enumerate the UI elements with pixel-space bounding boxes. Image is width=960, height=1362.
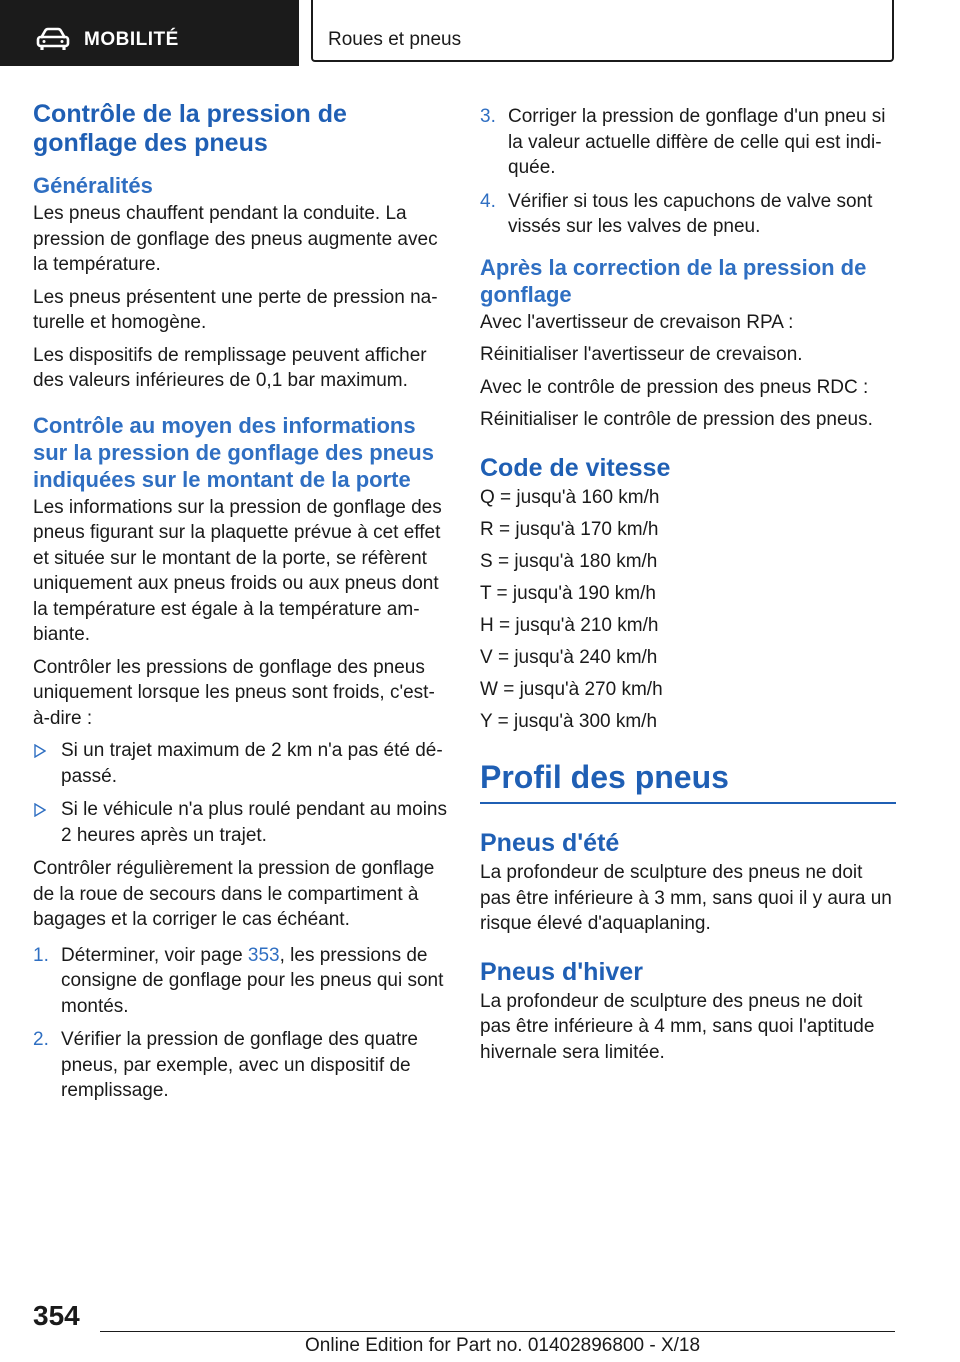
bullet-text: Si un trajet maximum de 2 km n'a pas été dépassé.	[61, 740, 443, 787]
speed-code-item: R = jusqu'à 170 km/h	[480, 518, 659, 540]
edition-note: Online Edition for Part no. 01402896800 - X/18	[305, 1335, 701, 1356]
summer-tyres-heading: Pneus d'été	[480, 829, 620, 857]
speed-code-item: Y = jusqu'à 300 km/h	[480, 710, 658, 732]
section-label: MOBILITÉ	[84, 29, 179, 50]
speed-code-item: W = jusqu'à 270 km/h	[480, 678, 663, 700]
check-paragraph-3: Contrôler régulièrement la pression de gonflage de la roue de secours dans le compartiment à bagages et la corriger le cas échéant.	[33, 858, 435, 930]
list-item	[480, 104, 896, 181]
step-number: 1.	[33, 944, 49, 966]
list-item	[33, 1027, 451, 1104]
footer-divider	[100, 1331, 895, 1332]
after-paragraph-1: Avec l'avertisseur de crevaison RPA :	[480, 311, 794, 333]
step-number: 4.	[480, 190, 496, 212]
chapter-tab	[311, 0, 894, 62]
list-item	[33, 738, 451, 789]
list-item	[33, 943, 451, 1020]
step-text: Vérifier la pression de gonflage des quatre pneus, par exemple, avec un dispositif de remplissage.	[61, 1029, 419, 1101]
summer-tyres-paragraph: La profondeur de sculpture des pneus ne doit pas être inférieure à 3 mm, sans quoi il y aura un risque élevé d'aquaplaning.	[480, 862, 892, 934]
winter-tyres-heading: Pneus d'hiver	[480, 957, 643, 986]
triangle-bullet-icon	[34, 803, 46, 817]
general-paragraph-3: Les dispositifs de remplissage peuvent afficher des valeurs inférieures de 0,1 bar maximum.	[33, 344, 427, 391]
right-column	[480, 104, 896, 1072]
check-paragraph-2: Contrôler les pressions de gonflage des pneus uniquement lorsque les pneus sont froids, c'est-à-dire :	[33, 656, 435, 729]
steps-list	[33, 943, 451, 1104]
page-header	[0, 0, 960, 66]
steps-list-continued	[480, 104, 896, 240]
list-item	[480, 189, 896, 240]
check-paragraph-1: Les informations sur la pression de gonflage des pneus figurant sur la plaquette prévue à cet effet et située sur le montant de la porte, se réfèrent uniquement aux pneus froids ou aux pneus dont la température est égale à la température ambiante.	[33, 496, 442, 645]
chapter-label: Roues et pneus	[328, 29, 462, 50]
condition-list	[33, 738, 451, 848]
step-number: 2.	[33, 1029, 49, 1050]
step-text: Vérifier si tous les capuchons de valve sont vissés sur les valves de pneu.	[508, 190, 873, 237]
after-paragraph-2: Réinitialiser l'avertisseur de crevaison.	[480, 344, 803, 365]
bullet-text: Si le véhicule n'a plus roulé pendant au moins 2 heures après un trajet.	[61, 799, 447, 846]
left-column	[33, 100, 451, 1112]
step-number: 3.	[480, 106, 496, 127]
step-text-before: Déterminer, voir page	[61, 944, 248, 966]
door-pillar-check-heading: Contrôle au moyen des informations sur la pression de gonflage des pneus indiquées sur le montant de la porte	[33, 412, 434, 492]
after-correction-heading: Après la correction de la pression de gonflage	[480, 254, 867, 307]
after-paragraph-4: Réinitialiser le contrôle de pression des pneus.	[480, 409, 873, 430]
speed-code-item: S = jusqu'à 180 km/h	[480, 550, 658, 572]
step-text: Corriger la pression de gonflage d'un pneu si la valeur actuelle diffère de celle qui est indiquée.	[508, 106, 886, 178]
after-paragraph-3: Avec le contrôle de pression des pneus RDC :	[480, 376, 869, 398]
speed-code-item: Q = jusqu'à 160 km/h	[480, 486, 660, 508]
page-link[interactable]: 353	[247, 944, 280, 966]
winter-tyres-paragraph: La profondeur de sculpture des pneus ne doit pas être inférieure à 4 mm, sans quoi l'aptitude hivernale sera limitée.	[480, 990, 875, 1063]
general-paragraph-2: Les pneus présentent une perte de pression naturelle et homogène.	[33, 286, 438, 333]
step-text-after: , les pressions de consigne de gonflage pour les pneus qui sont montés.	[61, 944, 444, 1017]
general-heading: Généralités	[33, 173, 153, 198]
general-paragraph-1: Les pneus chauffent pendant la conduite. La pression de gonflage des pneus augmente avec la température.	[33, 203, 438, 275]
section-tab	[0, 0, 299, 66]
car-icon	[36, 27, 70, 51]
list-item	[33, 797, 451, 848]
tread-profile-heading: Profil des pneus	[480, 758, 896, 804]
speed-code-list	[480, 485, 896, 735]
triangle-bullet-icon	[34, 744, 46, 758]
page-number: 354	[33, 1300, 80, 1331]
speed-code-item: V = jusqu'à 240 km/h	[480, 646, 658, 668]
speed-code-item: T = jusqu'à 190 km/h	[480, 582, 656, 604]
speed-code-heading: Code de vitesse	[480, 453, 671, 482]
speed-code-item: H = jusqu'à 210 km/h	[480, 614, 659, 636]
main-heading: Contrôle de la pression de gonflage des pneus	[33, 100, 347, 157]
